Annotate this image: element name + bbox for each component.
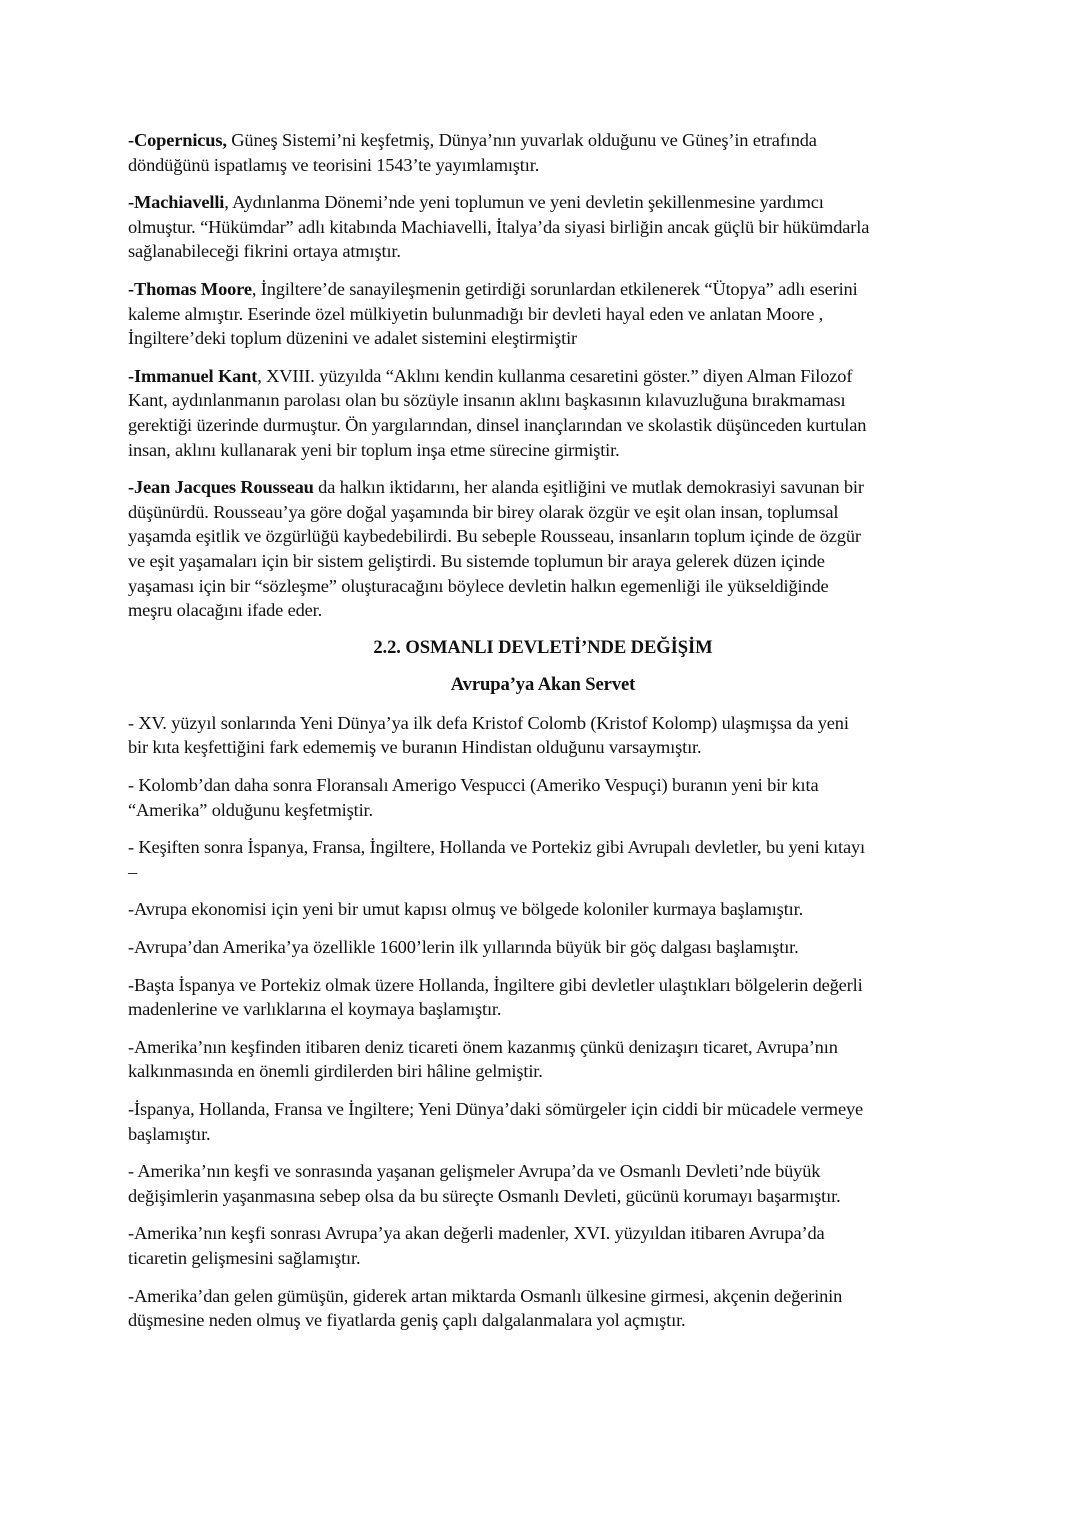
- text-line: -Amerika’dan gelen gümüşün, giderek artan miktarda Osmanlı ülkesine girmesi, akçenin değerinin: [128, 1285, 843, 1306]
- text-line: –: [128, 861, 138, 882]
- text-line: -İspanya, Hollanda, Fransa ve İngiltere; Yeni Dünya’daki sömürgeler için ciddi bir mücadele vermeye: [128, 1099, 864, 1119]
- text-line: kaleme almıştır. Eserinde özel mülkiyetin bulunmadığı bir devleti hayal eden ve anlatan Moore ,: [128, 303, 824, 324]
- paragraph-thomas-moore: [128, 277, 958, 351]
- text-line: - XV. yüzyıl sonlarında Yeni Dünya’ya ilk defa Kristof Colomb (Kristof Kolomp) ulaşmışsa da yeni: [128, 712, 849, 733]
- text-line: -Jean Jacques Rousseau da halkın iktidarını, her alanda eşitliğini ve mutlak demokrasiyi savunan bir: [128, 477, 864, 498]
- text-line: ve eşit yaşamaları için bir sistem geliştirdi. Bu sistemde toplumun bir araya gelerek düzen içinde: [128, 550, 825, 571]
- paragraph-machiavelli: [128, 190, 958, 264]
- paragraph-colomb: [128, 711, 958, 760]
- text-line: bir kıta keşfettiğini fark edememiş ve buranın Hindistan olduğunu varsaymıştır.: [128, 737, 702, 758]
- paragraph-ottoman-power: [128, 1159, 958, 1208]
- text-line: Kant, aydınlanmanın parolası olan bu sözüyle insanın aklını başkasının kılavuzluğuna bırakmaması: [128, 390, 846, 411]
- text-line: İngiltere’deki toplum düzenini ve adalet sistemini eleştirmiştir: [128, 328, 578, 349]
- text-line: başlamıştır.: [128, 1123, 211, 1144]
- text-line: gerektiği üzerinde durmuştur. Ön yargılarından, dinsel inançlarından ve skolastik düşünceden kurtulan: [128, 414, 867, 435]
- text-line: düşünürdü. Rousseau’ya göre doğal yaşamında bir birey olarak özgür ve eşit olan insan, toplumsal: [128, 501, 839, 522]
- text-line: yaşaması için bir “sözleşme” oluşturacağını böylece devletin halkın egemenliği ile yükseldiğinde: [128, 575, 829, 596]
- text-line: -Amerika’nın keşfinden itibaren deniz ticareti önem kazanmış çünkü denizaşırı ticaret, Avrupa’nın: [128, 1036, 838, 1057]
- text-line: -Avrupa’dan Amerika’ya özellikle 1600’lerin ilk yıllarında büyük bir göç dalgası başlamıştır.: [128, 937, 799, 958]
- paragraph-vespucci: [128, 773, 958, 822]
- paragraph-precious-metals: [128, 1221, 958, 1270]
- paragraph-sea-trade: [128, 1035, 958, 1084]
- text-line: döndüğünü ispatlamış ve teorisini 1543’te yayımlamıştır.: [128, 154, 540, 175]
- text-line: -Immanuel Kant, XVIII. yüzyılda “Aklını kendin kullanma cesaretini göster.” diyen Alman Filozof: [128, 365, 853, 386]
- paragraph-european-states: [128, 835, 958, 884]
- text-line: madenlerine ve varlıklarına el koymaya başlamıştır.: [128, 999, 502, 1020]
- paragraph-mines-seizure: [128, 973, 958, 1022]
- text-line: sağlanabileceği fikrini ortaya atmıştır.: [128, 241, 401, 262]
- paragraph-immanuel-kant: [128, 364, 958, 462]
- paragraph-copernicus: [128, 128, 958, 177]
- text-line: -Thomas Moore, İngiltere’de sanayileşmenin getirdiği sorunlardan etkilenerek “Ütopya” adlı eserini: [128, 278, 858, 299]
- text-line: - Amerika’nın keşfi ve sonrasında yaşanan gelişmeler Avrupa’da ve Osmanlı Devleti’nde büyük: [128, 1161, 821, 1182]
- text-line: ticaretin gelişmesini sağlamıştır.: [128, 1247, 361, 1268]
- person-name-rousseau: -Jean Jacques Rousseau: [128, 477, 314, 498]
- text-line: - Keşiften sonra İspanya, Fransa, İngiltere, Hollanda ve Portekiz gibi Avrupalı devletler, bu yeni kıtayı: [128, 837, 865, 858]
- text-line: -Avrupa ekonomisi için yeni bir umut kapısı olmuş ve bölgede koloniler kurmaya başlamıştır.: [128, 899, 804, 920]
- text-line: meşru olacağını ifade eder.: [128, 600, 323, 621]
- text-line: olmuştur. “Hükümdar” adlı kitabında Machiavelli, İtalya’da siyasi birliğin ancak güçlü bir hükümdarla: [128, 216, 870, 237]
- text-line: düşmesine neden olmuş ve fiyatlarda geniş çaplı dalgalanmalara yol açmıştır.: [128, 1310, 686, 1331]
- text-line: kalkınmasında en önemli girdilerden biri hâline gelmiştir.: [128, 1061, 543, 1082]
- paragraph-rousseau: [128, 475, 958, 623]
- person-name-thomas-moore: -Thomas Moore: [128, 278, 252, 299]
- person-name-copernicus: -Copernicus,: [128, 130, 227, 150]
- text-line: - Kolomb’dan daha sonra Floransalı Amerigo Vespucci (Ameriko Vespuçi) buranın yeni bir kıta: [128, 775, 819, 796]
- paragraph-migration: [128, 935, 958, 960]
- text-line: “Amerika” olduğunu keşfetmiştir.: [128, 799, 373, 820]
- text-line: -Machiavelli, Aydınlanma Dönemi’nde yeni toplumun ve yeni devletin şekillenmesine yardımcı: [128, 192, 824, 213]
- text-line: -Başta İspanya ve Portekiz olmak üzere Hollanda, İngiltere gibi devletler ulaştıkları bölgelerin değerli: [128, 974, 863, 995]
- text-line: yaşamda eşitlik ve özgürlüğü kaybedebilirdi. Bu sebeple Rousseau, insanların toplum içinde de özgür: [128, 526, 861, 547]
- text-line: -Copernicus, Güneş Sistemi’ni keşfetmiş, Dünya’nın yuvarlak olduğunu ve Güneş’in etrafında: [128, 130, 817, 150]
- subsection-title: Avrupa’ya Akan Servet: [450, 674, 636, 696]
- text-line: insan, aklını kullanarak yeni bir toplum inşa etme sürecine girmiştir.: [128, 439, 620, 460]
- paragraph-european-economy: [128, 897, 958, 922]
- text-line: -Amerika’nın keşfi sonrası Avrupa’ya akan değerli madenler, XVI. yüzyıldan itibaren Avrupa’da: [128, 1223, 825, 1244]
- paragraph-colonial-struggle: [128, 1097, 958, 1146]
- person-name-machiavelli: -Machiavelli: [128, 192, 225, 213]
- person-name-immanuel-kant: -Immanuel Kant: [128, 365, 258, 386]
- paragraph-silver-inflation: [128, 1284, 958, 1333]
- section-title: 2.2. OSMANLI DEVLETİ’NDE DEĞİŞİM: [373, 636, 713, 658]
- document-page: [128, 128, 958, 1346]
- text-line: değişimlerin yaşanmasına sebep olsa da bu süreçte Osmanlı Devleti, gücünü korumayı başarmıştır.: [128, 1185, 841, 1206]
